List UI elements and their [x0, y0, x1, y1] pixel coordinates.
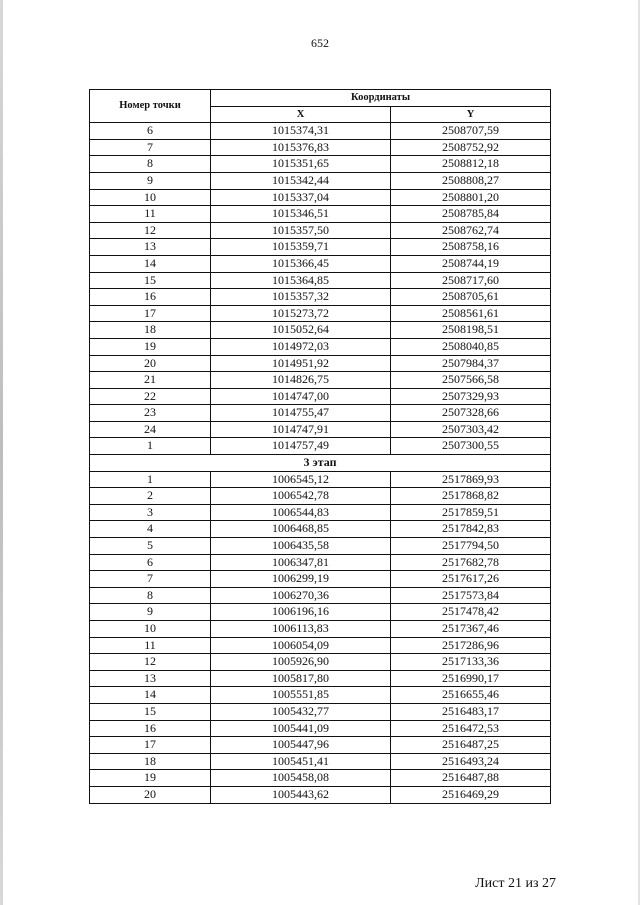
point-number-cell: 6 [90, 123, 211, 140]
x-coordinate-cell: 1014747,91 [211, 421, 391, 438]
table-row [90, 156, 551, 173]
y-coordinate-cell: 2516483,17 [391, 703, 551, 720]
x-coordinate-cell: 1015364,85 [211, 272, 391, 289]
point-number-cell: 23 [90, 405, 211, 422]
table-row [90, 654, 551, 671]
x-coordinate-cell: 1015351,65 [211, 156, 391, 173]
y-coordinate-cell: 2508198,51 [391, 322, 551, 339]
y-coordinate-cell: 2507984,37 [391, 355, 551, 372]
y-coordinate-cell: 2507303,42 [391, 421, 551, 438]
table-row [90, 372, 551, 389]
table-row [90, 504, 551, 521]
x-coordinate-cell: 1006299,19 [211, 571, 391, 588]
table-row [90, 421, 551, 438]
point-number-cell: 9 [90, 172, 211, 189]
stage-section [90, 455, 551, 472]
table-row [90, 554, 551, 571]
y-coordinate-cell: 2517133,36 [391, 654, 551, 671]
table-row [90, 405, 551, 422]
table-row [90, 123, 551, 140]
y-coordinate-cell: 2517367,46 [391, 621, 551, 638]
y-coordinate-cell: 2507329,93 [391, 388, 551, 405]
y-coordinate-cell: 2508707,59 [391, 123, 551, 140]
y-coordinate-cell: 2507300,55 [391, 438, 551, 455]
point-number-cell: 4 [90, 521, 211, 538]
x-coordinate-cell: 1006347,81 [211, 554, 391, 571]
x-coordinate-cell: 1005458,08 [211, 770, 391, 787]
header-y: Y [391, 106, 551, 123]
table-row [90, 786, 551, 803]
point-number-cell: 20 [90, 355, 211, 372]
point-number-cell: 8 [90, 587, 211, 604]
x-coordinate-cell: 1006054,09 [211, 637, 391, 654]
table-row [90, 538, 551, 555]
table-row [90, 189, 551, 206]
y-coordinate-cell: 2508808,27 [391, 172, 551, 189]
point-number-cell: 17 [90, 737, 211, 754]
header-coordinates: Координаты [211, 90, 551, 107]
point-number-cell: 12 [90, 654, 211, 671]
x-coordinate-cell: 1005551,85 [211, 687, 391, 704]
x-coordinate-cell: 1006113,83 [211, 621, 391, 638]
point-number-cell: 16 [90, 289, 211, 306]
y-coordinate-cell: 2508561,61 [391, 305, 551, 322]
x-coordinate-cell: 1014826,75 [211, 372, 391, 389]
point-number-cell: 8 [90, 156, 211, 173]
x-coordinate-cell: 1006435,58 [211, 538, 391, 555]
point-number-cell: 3 [90, 504, 211, 521]
y-coordinate-cell: 2517842,83 [391, 521, 551, 538]
y-coordinate-cell: 2508040,85 [391, 338, 551, 355]
y-coordinate-cell: 2516487,25 [391, 737, 551, 754]
point-number-cell: 20 [90, 786, 211, 803]
y-coordinate-cell: 2517682,78 [391, 554, 551, 571]
x-coordinate-cell: 1015366,45 [211, 255, 391, 272]
table-row [90, 355, 551, 372]
table-row [90, 172, 551, 189]
table-row [90, 687, 551, 704]
header-x: X [211, 106, 391, 123]
y-coordinate-cell: 2508801,20 [391, 189, 551, 206]
y-coordinate-cell: 2517868,82 [391, 488, 551, 505]
table-body-part2 [90, 471, 551, 803]
y-coordinate-cell: 2508705,61 [391, 289, 551, 306]
x-coordinate-cell: 1015357,32 [211, 289, 391, 306]
scan-edge-left [0, 0, 3, 905]
x-coordinate-cell: 1006270,36 [211, 587, 391, 604]
y-coordinate-cell: 2508812,18 [391, 156, 551, 173]
x-coordinate-cell: 1006468,85 [211, 521, 391, 538]
y-coordinate-cell: 2516487,88 [391, 770, 551, 787]
point-number-cell: 7 [90, 139, 211, 156]
point-number-cell: 10 [90, 189, 211, 206]
x-coordinate-cell: 1015346,51 [211, 206, 391, 223]
point-number-cell: 7 [90, 571, 211, 588]
table-row [90, 720, 551, 737]
x-coordinate-cell: 1005451,41 [211, 753, 391, 770]
x-coordinate-cell: 1006544,83 [211, 504, 391, 521]
x-coordinate-cell: 1014747,00 [211, 388, 391, 405]
point-number-cell: 12 [90, 222, 211, 239]
y-coordinate-cell: 2508785,84 [391, 206, 551, 223]
table-row [90, 305, 551, 322]
point-number-cell: 14 [90, 687, 211, 704]
y-coordinate-cell: 2516990,17 [391, 670, 551, 687]
point-number-cell: 17 [90, 305, 211, 322]
point-number-cell: 18 [90, 322, 211, 339]
table-row [90, 338, 551, 355]
point-number-cell: 1 [90, 471, 211, 488]
y-coordinate-cell: 2517286,96 [391, 637, 551, 654]
y-coordinate-cell: 2508717,60 [391, 272, 551, 289]
x-coordinate-cell: 1015374,31 [211, 123, 391, 140]
x-coordinate-cell: 1015359,71 [211, 239, 391, 256]
table-row [90, 222, 551, 239]
table-row [90, 703, 551, 720]
x-coordinate-cell: 1015342,44 [211, 172, 391, 189]
y-coordinate-cell: 2516472,53 [391, 720, 551, 737]
point-number-cell: 9 [90, 604, 211, 621]
y-coordinate-cell: 2517573,84 [391, 587, 551, 604]
table-row [90, 255, 551, 272]
x-coordinate-cell: 1014755,47 [211, 405, 391, 422]
x-coordinate-cell: 1014951,92 [211, 355, 391, 372]
x-coordinate-cell: 1006542,78 [211, 488, 391, 505]
x-coordinate-cell: 1005441,09 [211, 720, 391, 737]
table-row [90, 289, 551, 306]
x-coordinate-cell: 1005443,62 [211, 786, 391, 803]
point-number-cell: 5 [90, 538, 211, 555]
table-row [90, 670, 551, 687]
x-coordinate-cell: 1006196,16 [211, 604, 391, 621]
point-number-cell: 6 [90, 554, 211, 571]
y-coordinate-cell: 2517794,50 [391, 538, 551, 555]
table-row [90, 471, 551, 488]
stage-row [90, 455, 551, 472]
x-coordinate-cell: 1005432,77 [211, 703, 391, 720]
table-row [90, 637, 551, 654]
y-coordinate-cell: 2516655,46 [391, 687, 551, 704]
table-row [90, 770, 551, 787]
x-coordinate-cell: 1014757,49 [211, 438, 391, 455]
y-coordinate-cell: 2517617,26 [391, 571, 551, 588]
point-number-cell: 11 [90, 637, 211, 654]
y-coordinate-cell: 2516469,29 [391, 786, 551, 803]
x-coordinate-cell: 1005926,90 [211, 654, 391, 671]
x-coordinate-cell: 1005447,96 [211, 737, 391, 754]
y-coordinate-cell: 2508762,74 [391, 222, 551, 239]
point-number-cell: 13 [90, 670, 211, 687]
point-number-cell: 21 [90, 372, 211, 389]
table-row [90, 604, 551, 621]
point-number-cell: 15 [90, 703, 211, 720]
point-number-cell: 19 [90, 338, 211, 355]
x-coordinate-cell: 1015357,50 [211, 222, 391, 239]
table-row [90, 239, 551, 256]
table-row [90, 388, 551, 405]
point-number-cell: 18 [90, 753, 211, 770]
sheet-footer: Лист 21 из 27 [475, 876, 556, 891]
point-number-cell: 19 [90, 770, 211, 787]
table-row [90, 571, 551, 588]
point-number-cell: 14 [90, 255, 211, 272]
x-coordinate-cell: 1006545,12 [211, 471, 391, 488]
table-row [90, 621, 551, 638]
y-coordinate-cell: 2517478,42 [391, 604, 551, 621]
y-coordinate-cell: 2508752,92 [391, 139, 551, 156]
point-number-cell: 10 [90, 621, 211, 638]
x-coordinate-cell: 1014972,03 [211, 338, 391, 355]
point-number-cell: 22 [90, 388, 211, 405]
x-coordinate-cell: 1015376,83 [211, 139, 391, 156]
table-row [90, 206, 551, 223]
stage-label: 3 этап [90, 455, 551, 472]
point-number-cell: 1 [90, 438, 211, 455]
table-row [90, 488, 551, 505]
y-coordinate-cell: 2517869,93 [391, 471, 551, 488]
coordinates-table [89, 89, 551, 804]
y-coordinate-cell: 2517859,51 [391, 504, 551, 521]
x-coordinate-cell: 1015337,04 [211, 189, 391, 206]
y-coordinate-cell: 2516493,24 [391, 753, 551, 770]
page-number: 652 [311, 36, 329, 50]
table-row [90, 753, 551, 770]
table-row [90, 272, 551, 289]
x-coordinate-cell: 1015273,72 [211, 305, 391, 322]
point-number-cell: 2 [90, 488, 211, 505]
y-coordinate-cell: 2508744,19 [391, 255, 551, 272]
table-row [90, 521, 551, 538]
table-body-part1 [90, 123, 551, 455]
x-coordinate-cell: 1015052,64 [211, 322, 391, 339]
point-number-cell: 13 [90, 239, 211, 256]
table-row [90, 438, 551, 455]
point-number-cell: 11 [90, 206, 211, 223]
y-coordinate-cell: 2508758,16 [391, 239, 551, 256]
header-point-number: Номер точки [90, 90, 211, 123]
table-row [90, 587, 551, 604]
point-number-cell: 16 [90, 720, 211, 737]
x-coordinate-cell: 1005817,80 [211, 670, 391, 687]
table-row [90, 322, 551, 339]
y-coordinate-cell: 2507566,58 [391, 372, 551, 389]
point-number-cell: 24 [90, 421, 211, 438]
table-row [90, 737, 551, 754]
y-coordinate-cell: 2507328,66 [391, 405, 551, 422]
point-number-cell: 15 [90, 272, 211, 289]
table-row [90, 139, 551, 156]
